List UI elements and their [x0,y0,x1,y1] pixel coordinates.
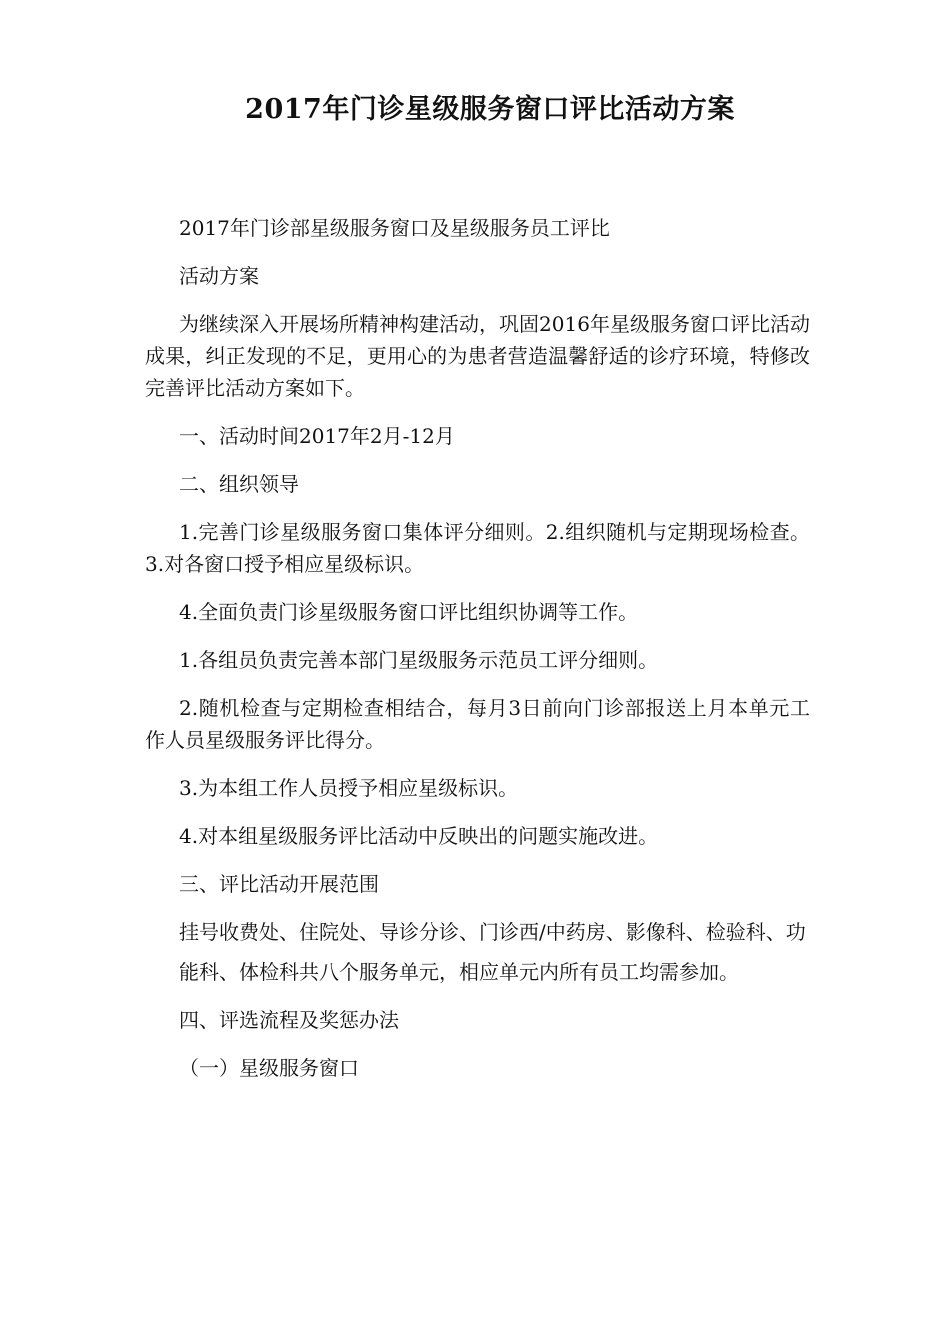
intro-paragraph: 为继续深入开展场所精神构建活动，巩固2016年星级服务窗口评比活动成果，纠正发现的不足，更用心的为患者营造温馨舒适的诊疗环境，特修改完善评比活动方案如下。 [145,312,810,400]
subsection-heading-star-window: （一）星级服务窗口 [179,1056,359,1080]
section-heading-process: 四、评选流程及奖惩办法 [179,1008,399,1032]
section-heading-scope: 三、评比活动开展范围 [179,872,379,896]
subtitle-line-2: 活动方案 [179,264,259,288]
list-item: 1.各组员负责完善本部门星级服务示范员工评分细则。 [179,648,659,672]
subtitle-line-1: 2017年门诊部星级服务窗口及星级服务员工评比 [179,216,610,240]
list-item: 2.随机检查与定期检查相结合，每月3日前向门诊部报送上月本单元工作人员星级服务评比得分。 [145,696,810,752]
list-item: 4.对本组星级服务评比活动中反映出的问题实施改进。 [179,824,659,848]
section-heading-activity-time: 一、活动时间2017年2月-12月 [179,424,455,448]
document-title: 2017年门诊星级服务窗口评比活动方案 [245,94,735,125]
list-item: 3.为本组工作人员授予相应星级标识。 [179,776,519,800]
scope-paragraph-2: 能科、体检科共八个服务单元，相应单元内所有员工均需参加。 [179,960,739,984]
section-heading-organization: 二、组织领导 [179,472,299,496]
list-item: 1.完善门诊星级服务窗口集体评分细则。2.组织随机与定期现场检查。3.对各窗口授予相应星级标识。 [145,520,810,576]
scope-paragraph-1: 挂号收费处、住院处、导诊分诊、门诊西/中药房、影像科、检验科、功 [179,920,806,944]
document-body [145,212,810,1084]
list-item: 4.全面负责门诊星级服务窗口评比组织协调等工作。 [179,600,639,624]
